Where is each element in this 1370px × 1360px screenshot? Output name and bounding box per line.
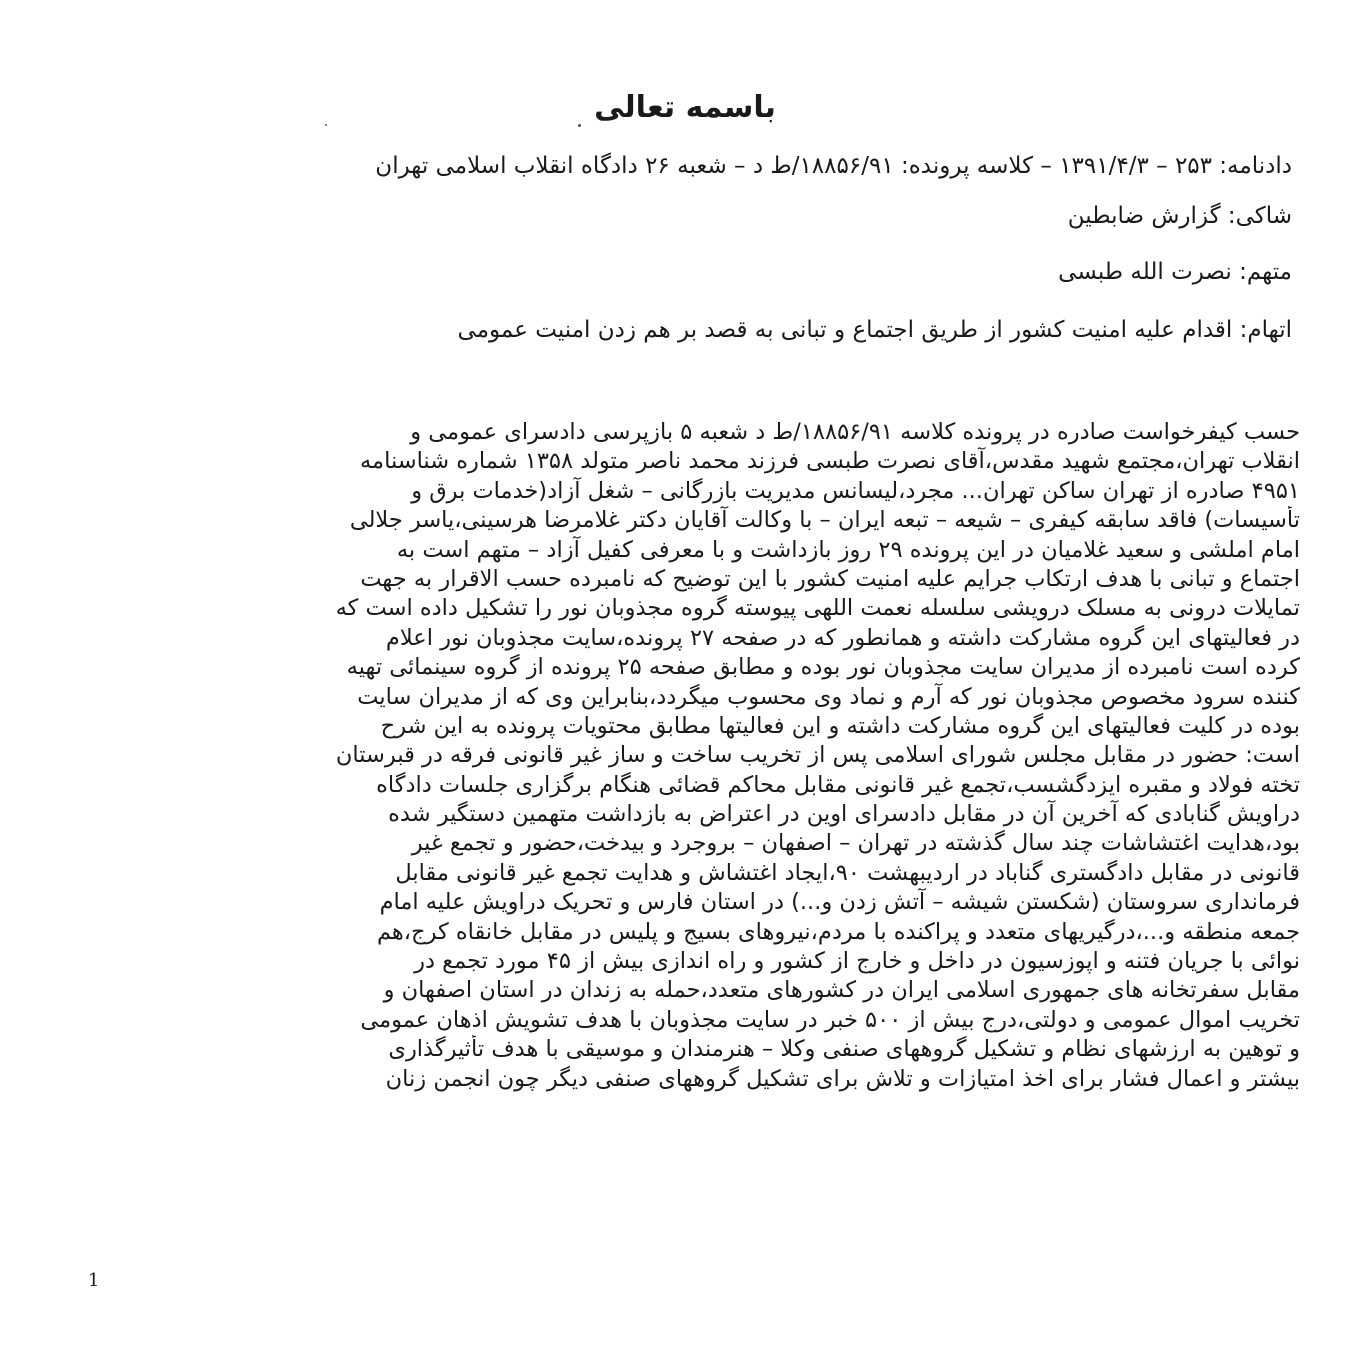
- document-title: باسمه تعالی: [594, 90, 776, 125]
- body-line: انقلاب تهران،مجتمع شهید مقدس،آقای نصرت طبسی فرزند محمد ناصر متولد ۱۳۵۸ شماره شناسنامه: [359, 448, 1300, 475]
- body-paragraph: [70, 418, 1300, 1094]
- body-line: جمعه منطقه و...،درگیریهای متعدد و پراکنده با مردم،نیروهای بسیج و پلیس در مقابل خانقاه کرج،هم: [376, 918, 1300, 945]
- body-line: بیشتر و اعمال فشار برای اخذ امتیازات و تلاش برای تشکیل گروههای صنفی دیگر چون انجمن زنان: [385, 1065, 1300, 1092]
- charge-line: اتهام: اقدام علیه امنیت کشور از طریق اجتماع و تبانی به قصد بر هم زدن امنیت عمومی: [457, 317, 1292, 343]
- body-line: دراویش گنابادی که آخرین آن در مقابل دادسرای اوین در اعتراض به بازداشت متهمین دستگیر شده: [388, 801, 1300, 828]
- body-line: بوده در کلیت فعالیتهای این گروه مشارکت داشته و این فعالیتها مطابق محتویات پرونده به این شرح: [380, 712, 1300, 739]
- scan-speck: [578, 124, 581, 127]
- body-line: مقابل سفرتخانه های جمهوری اسلامی ایران در کشورهای متعدد،حمله به زندان در استان اصفهان و: [383, 977, 1300, 1004]
- body-line: بود،هدایت اغتشاشات چند سال گذشته در تهران – اصفهان – بروجرد و بیدخت،حضور و تجمع غیر: [411, 830, 1300, 857]
- body-line: کرده است نامبرده از مدیران سایت مجذوبان نور بوده و مطابق صفحه ۲۵ پرونده از گروه سینمائی تهیه: [346, 654, 1300, 681]
- body-line: تخریب اموال عمومی و دولتی،درج بیش از ۵۰۰ خبر در سایت مجذوبان با هدف تشویش اذهان عمومی: [360, 1006, 1300, 1033]
- body-line: قانونی در مقابل دادگستری گناباد در اردیبهشت ۹۰،ایجاد اغتشاش و هدایت تجمع غیر قانونی مقابل: [395, 859, 1300, 886]
- body-line: تخته فولاد و مقبره ایزدگشسب،تجمع غیر قانونی مقابل محاکم قضائی هنگام برگزاری جلسات دادگاه: [376, 771, 1300, 798]
- scan-speck: [325, 124, 327, 126]
- body-line: اجتماع و تبانی با هدف ارتکاب جرایم علیه امنیت کشور با این توضیح که نامبرده حسب الاقرار به جهت: [360, 565, 1300, 592]
- body-line: نوائی با جریان فتنه و اپوزسیون در داخل و خارج از کشور و راه اندازی بیش از ۴۵ مورد تجمع در: [414, 948, 1300, 975]
- defendant-line: متهم: نصرت الله طبسی: [1058, 259, 1292, 285]
- verdict-line: دادنامه: ۲۵۳ – ۱۳۹۱/۴/۳ – کلاسه پرونده: ۱۸۸۵۶/۹۱/ط د – شعبه ۲۶ دادگاه انقلاب اسلامی تهران: [375, 153, 1292, 179]
- body-line: حسب کیفرخواست صادره در پرونده کلاسه ۱۸۸۵۶/۹۱/ط د شعبه ۵ بازپرسی دادسرای عمومی و: [410, 419, 1300, 445]
- body-line: ۴۹۵۱ صادره از تهران ساکن تهران... مجرد،لیسانس مدیریت بازرگانی – شغل آزاد(خدمات برق و: [411, 477, 1300, 504]
- page-number: 1: [88, 1270, 100, 1291]
- plaintiff-line: شاکی: گزارش ضابطین: [1067, 203, 1292, 229]
- body-line: است: حضور در مقابل مجلس شورای اسلامی پس از تخریب ساخت و ساز غیر قانونی فرقه در قبرستان: [335, 742, 1300, 769]
- body-line: تمایلات درونی به مسلک درویشی سلسله نعمت اللهی پیوسته گروه مجذوبان نور را تشکیل داده است که: [335, 595, 1300, 622]
- body-line: کننده سرود مخصوص مجذوبان نور که آرم و نماد وی محسوب میگردد،بنابراین وی که از مدیران سایت: [357, 683, 1300, 710]
- body-line: فرمانداری سروستان (شکستن شیشه – آتش زدن و...) در استان فارس و تحریک دراویش علیه امام: [379, 889, 1300, 916]
- body-line: در فعالیتهای این گروه مشارکت داشته و همانطور که در صفحه ۲۷ پرونده،سایت مجذوبان نور اعلام: [385, 624, 1300, 651]
- body-line: امام املشی و سعید غلامیان در این پرونده ۲۹ روز بازداشت و با معرفی کفیل آزاد – متهم است به: [396, 536, 1300, 563]
- body-line: و توهین به ارزشهای نظام و تشکیل گروههای صنفی وکلا – هنرمندان و موسیقی با هدف تأثیرگذاری: [388, 1036, 1300, 1063]
- body-line: تأسیسات) فاقد سابقه کیفری – شیعه – تبعه ایران – با وکالت آقایان دکتر غلامرضا هرسینی،یاسر جلالی: [349, 507, 1300, 534]
